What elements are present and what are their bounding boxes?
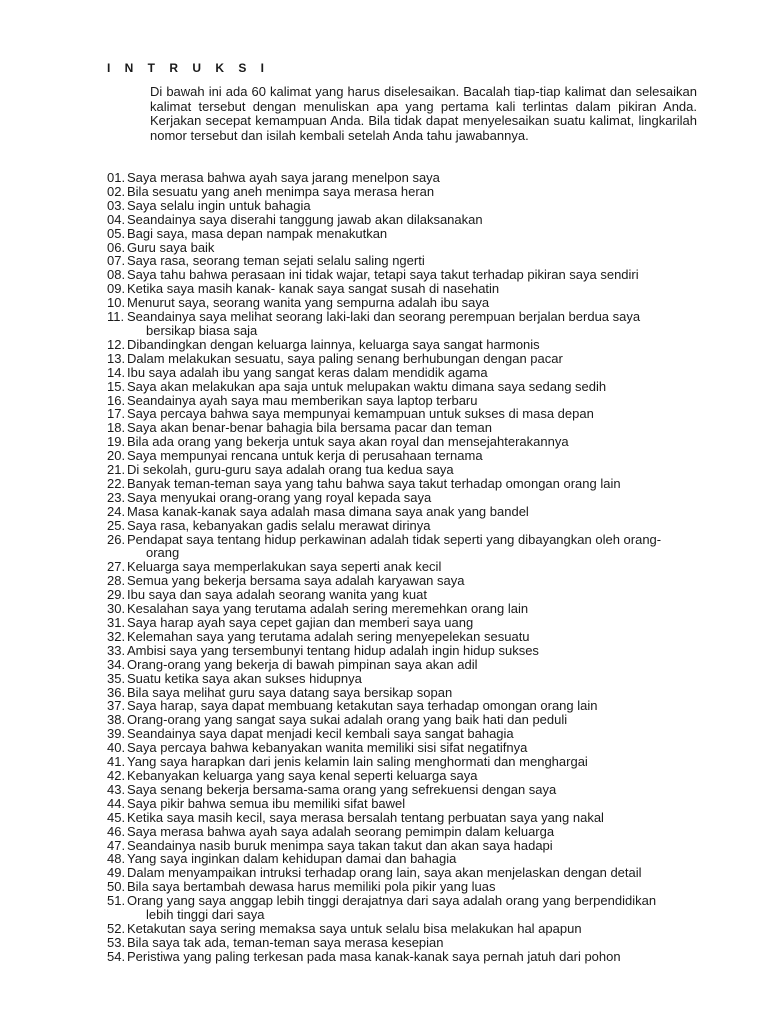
list-item [107, 268, 707, 282]
item-text: Saya merasa bahwa ayah saya jarang menelpon saya [127, 170, 440, 185]
list-item [107, 811, 707, 825]
list-item [107, 852, 707, 866]
item-text: Seandainya saya dapat menjadi kecil kembali saya sangat bahagia [127, 726, 514, 742]
list-item [107, 199, 707, 213]
item-text: Saya senang bekerja bersama-sama orang yang sefrekuensi dengan saya [127, 781, 557, 797]
list-item [107, 213, 707, 227]
list-item [107, 797, 707, 811]
item-text: Orang-orang yang sangat saya sukai adalah orang yang baik hati dan peduli [127, 712, 568, 728]
list-item [107, 699, 707, 713]
item-text: Ketakutan saya sering memaksa saya untuk selalu bisa melakukan hal apapun [127, 920, 582, 936]
list-item [107, 783, 707, 797]
list-item [107, 338, 707, 352]
item-text: Bila sesuatu yang aneh menimpa saya merasa heran [127, 183, 435, 199]
list-item [107, 352, 707, 366]
item-text: Guru saya baik [127, 239, 215, 255]
item-number: 26. [107, 531, 126, 547]
item-number: 30. [107, 601, 126, 617]
item-number: 08. [107, 267, 126, 283]
item-text: Keluarga saya memperlakukan saya seperti anak kecil [127, 559, 442, 575]
list-item [107, 755, 707, 769]
list-item [107, 394, 707, 408]
page-title: I N T R U K S I [107, 61, 270, 75]
list-item [107, 310, 707, 338]
list-item [107, 282, 707, 296]
item-text: Saya percaya bahwa kebanyakan wanita memiliki sisi sifat negatifnya [127, 740, 528, 756]
item-text: Semua yang bekerja bersama saya adalah karyawan saya [127, 573, 465, 589]
item-text: Masa kanak-kanak saya adalah masa dimana saya anak yang bandel [127, 503, 529, 519]
item-text: Ibu saya adalah ibu yang sangat keras dalam mendidik agama [127, 364, 488, 380]
item-text: Saya rasa, kebanyakan gadis selalu merawat dirinya [127, 517, 431, 533]
item-number: 32. [107, 628, 126, 644]
list-item [107, 602, 707, 616]
item-number: 34. [107, 656, 126, 672]
item-number: 35. [107, 670, 126, 686]
list-item [107, 644, 707, 658]
item-number: 06. [107, 239, 126, 255]
item-text: Yang saya inginkan dalam kehidupan damai dan bahagia [127, 851, 457, 867]
item-number: 51. [107, 893, 126, 909]
list-item [107, 713, 707, 727]
item-text: Kebanyakan keluarga yang saya kenal seperti keluarga saya [127, 767, 478, 783]
item-text: Saya menyukai orang-orang yang royal kepada saya [127, 489, 432, 505]
item-number: 16. [107, 392, 126, 408]
item-text: Seandainya saya melihat seorang laki-laki dan seorang perempuan berjalan berdua saya [127, 309, 641, 325]
item-text-continuation: lebih tinggi dari saya [146, 907, 265, 923]
item-text: Saya akan benar-benar bahagia bila bersama pacar dan teman [127, 420, 492, 436]
list-item [107, 686, 707, 700]
item-number: 39. [107, 726, 126, 742]
list-item [107, 922, 707, 936]
item-text: Dalam menyampaikan intruksi terhadap orang lain, saya akan menjelaskan dengan detail [127, 865, 642, 881]
item-text: Ketika saya masih kanak- kanak saya sangat susah di nasehatin [127, 281, 500, 297]
item-number: 11. [107, 309, 125, 325]
item-text: Banyak teman-teman saya yang tahu bahwa saya takut terhadap omongan orang lain [127, 475, 621, 491]
item-number: 52. [107, 920, 126, 936]
item-number: 14. [107, 364, 126, 380]
item-text: Suatu ketika saya akan sukses hidupnya [127, 670, 362, 686]
item-number: 27. [107, 559, 126, 575]
list-item [107, 463, 707, 477]
list-item [107, 171, 707, 185]
item-number: 18. [107, 420, 126, 436]
list-item [107, 727, 707, 741]
list-item [107, 769, 707, 783]
item-text: Bila saya melihat guru saya datang saya bersikap sopan [127, 684, 453, 700]
list-item [107, 839, 707, 853]
item-number: 28. [107, 573, 126, 589]
list-item [107, 560, 707, 574]
item-number: 03. [107, 197, 126, 213]
item-number: 54. [107, 948, 126, 964]
item-text: Peristiwa yang paling terkesan pada masa kanak-kanak saya pernah jatuh dari pohon [127, 948, 621, 964]
list-item [107, 880, 707, 894]
item-number: 13. [107, 350, 126, 366]
item-number: 44. [107, 795, 126, 811]
item-number: 50. [107, 879, 126, 895]
item-number: 02. [107, 183, 126, 199]
item-text: Bila ada orang yang bekerja untuk saya akan royal dan mensejahterakannya [127, 434, 569, 450]
list-item [107, 380, 707, 394]
item-number: 25. [107, 517, 126, 533]
list-item [107, 421, 707, 435]
item-text: Ibu saya dan saya adalah seorang wanita yang kuat [127, 587, 427, 603]
item-number: 20. [107, 448, 126, 464]
item-number: 48. [107, 851, 126, 867]
item-text: Saya rasa, seorang teman sejati selalu saling ngerti [127, 253, 425, 269]
item-text: Saya harap, saya dapat membuang ketakutan saya terhadap omongan orang lain [127, 698, 598, 714]
item-text: Saya akan melakukan apa saja untuk melupakan waktu dimana saya sedang sedih [127, 378, 607, 394]
item-number: 40. [107, 740, 126, 756]
item-number: 12. [107, 336, 126, 352]
item-number: 19. [107, 434, 126, 450]
list-item [107, 574, 707, 588]
item-number: 42. [107, 767, 126, 783]
list-item [107, 630, 707, 644]
item-text: Bila saya bertambah dewasa harus memiliki pola pikir yang luas [127, 879, 496, 895]
item-number: 41. [107, 754, 126, 770]
instructions-paragraph: Di bawah ini ada 60 kalimat yang harus diselesaikan. Bacalah tiap-tiap kalimat dan selesaikan kalimat tersebut dengan menuliskan apa yang pertama kali terlintas dalam pikiran Anda. Kerjakan secepat kemampuan Anda. Bila tidak dapat menyelesaikan suatu kalimat, lingkarilah nomor tersebut dan isilah kembali setelah Anda tahu jawabannya. [150, 84, 697, 143]
item-number: 05. [107, 225, 126, 241]
item-text: Bila saya tak ada, teman-teman saya merasa kesepian [127, 934, 444, 950]
item-number: 49. [107, 865, 126, 881]
item-text: Saya tahu bahwa perasaan ini tidak wajar, tetapi saya takut terhadap pikiran saya sendiri [127, 267, 639, 283]
list-item [107, 449, 707, 463]
item-number: 29. [107, 587, 126, 603]
item-text: Saya merasa bahwa ayah saya adalah seorang pemimpin dalam keluarga [127, 823, 555, 839]
list-item [107, 936, 707, 950]
item-number: 17. [107, 406, 126, 422]
item-number: 31. [107, 615, 126, 630]
list-item [107, 477, 707, 491]
item-number: 21. [107, 462, 126, 478]
item-text: Dalam melakukan sesuatu, saya paling senang berhubungan dengan pacar [127, 350, 563, 366]
item-number: 36. [107, 684, 126, 700]
list-item [107, 658, 707, 672]
list-item [107, 950, 707, 964]
item-text: Pendapat saya tentang hidup perkawinan adalah tidak seperti yang dibayangkan oleh orang- [127, 531, 662, 547]
list-item [107, 227, 707, 241]
item-number: 43. [107, 781, 126, 797]
list-item [107, 616, 707, 630]
item-text: Saya percaya bahwa saya mempunyai kemampuan untuk sukses di masa depan [127, 406, 594, 422]
item-number: 45. [107, 809, 126, 825]
list-item [107, 894, 707, 922]
list-item [107, 505, 707, 519]
item-text-continuation: orang [146, 545, 180, 561]
item-text: Menurut saya, seorang wanita yang sempurna adalah ibu saya [127, 295, 490, 311]
list-item [107, 491, 707, 505]
item-text: Saya mempunyai rencana untuk kerja di perusahaan ternama [127, 448, 483, 464]
item-number: 38. [107, 712, 126, 728]
item-number: 09. [107, 281, 126, 297]
item-number: 10. [107, 295, 126, 311]
list-item [107, 672, 707, 686]
list-item [107, 519, 707, 533]
list-item [107, 825, 707, 839]
list-item [107, 296, 707, 310]
item-number: 37. [107, 698, 126, 714]
item-number: 47. [107, 837, 126, 853]
item-text: Seandainya saya diserahi tanggung jawab akan dilaksanakan [127, 211, 483, 227]
list-item [107, 866, 707, 880]
item-text: Kesalahan saya yang terutama adalah sering meremehkan orang lain [127, 601, 529, 617]
item-text: Bagi saya, masa depan nampak menakutkan [127, 225, 388, 241]
list-item [107, 741, 707, 755]
list-item [107, 407, 707, 421]
item-number: 04. [107, 211, 126, 227]
item-text: Di sekolah, guru-guru saya adalah orang tua kedua saya [127, 462, 454, 478]
item-number: 07. [107, 253, 126, 269]
item-text: Kelemahan saya yang terutama adalah sering menyepelekan sesuatu [127, 628, 530, 644]
list-item [107, 185, 707, 199]
item-number: 33. [107, 642, 126, 658]
item-text: Saya pikir bahwa semua ibu memiliki sifat bawel [127, 795, 406, 811]
list-item [107, 588, 707, 602]
item-text: Seandainya nasib buruk menimpa saya takan takut dan akan saya hadapi [127, 837, 553, 853]
item-text: Yang saya harapkan dari jenis kelamin lain saling menghormati dan menghargai [127, 754, 588, 770]
item-text: Dibandingkan dengan keluarga lainnya, keluarga saya sangat harmonis [127, 336, 540, 352]
item-text: Saya harap ayah saya cepet gajian dan memberi saya uang [127, 615, 474, 630]
item-text: Orang yang saya anggap lebih tinggi derajatnya dari saya adalah orang yang berpendidikan [127, 893, 657, 909]
item-text: Orang-orang yang bekerja di bawah pimpinan saya akan adil [127, 656, 478, 672]
item-text: Seandainya ayah saya mau memberikan saya laptop terbaru [127, 392, 478, 408]
list-item [107, 254, 707, 268]
sentence-list [107, 171, 707, 964]
item-text: Ketika saya masih kecil, saya merasa bersalah tentang perbuatan saya yang nakal [127, 809, 604, 825]
item-number: 15. [107, 378, 126, 394]
item-number: 53. [107, 934, 126, 950]
item-number: 22. [107, 475, 126, 491]
item-text: Saya selalu ingin untuk bahagia [127, 197, 311, 213]
item-text-continuation: bersikap biasa saja [146, 322, 258, 338]
item-number: 46. [107, 823, 126, 839]
item-number: 01. [107, 170, 126, 185]
list-item [107, 241, 707, 255]
list-item [107, 435, 707, 449]
list-item [107, 533, 707, 561]
item-text: Ambisi saya yang tersembunyi tentang hidup adalah ingin hidup sukses [127, 642, 539, 658]
item-number: 23. [107, 489, 126, 505]
list-item [107, 366, 707, 380]
item-number: 24. [107, 503, 126, 519]
